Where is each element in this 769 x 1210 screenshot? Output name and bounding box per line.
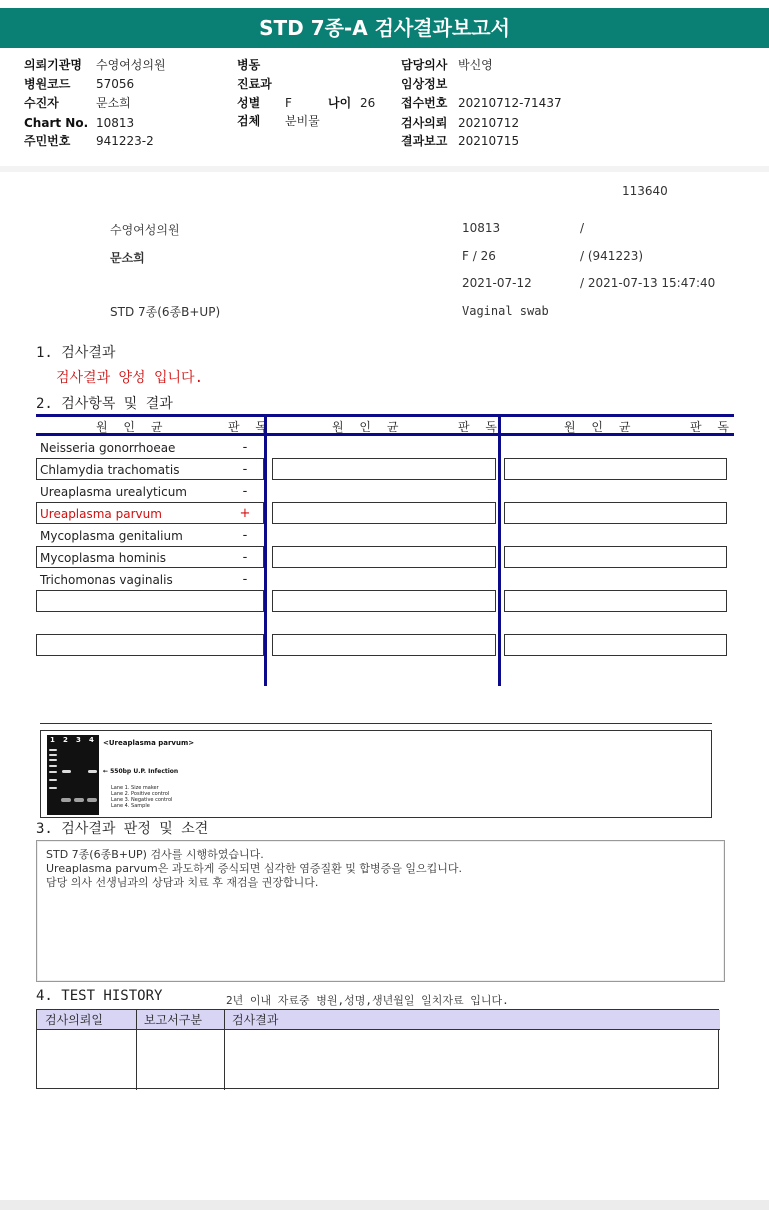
row-result-7: -	[242, 572, 248, 587]
section-3-title: 3. 검사결과 판정 및 소견	[36, 821, 209, 837]
cell-box	[504, 590, 727, 612]
label-specimen: 검체	[237, 114, 261, 128]
gel-band	[49, 771, 57, 773]
gel-band	[49, 759, 57, 761]
section-1-title: 1. 검사결과	[36, 345, 116, 361]
info-test: STD 7종(6종B+UP)	[110, 305, 221, 319]
gel-band	[74, 798, 84, 802]
gel-legend-item: Lane 3. Negative control	[111, 797, 173, 803]
gel-band	[49, 749, 57, 751]
header-info	[0, 56, 769, 166]
opinion-box	[36, 840, 725, 982]
cell-box	[36, 634, 264, 656]
label-department: 진료과	[237, 77, 272, 91]
opinion-line-3: 담당 의사 선생님과의 상담과 치료 후 재검을 권장합니다.	[46, 876, 319, 889]
row-result-2: -	[242, 462, 248, 477]
cell-box	[504, 502, 727, 524]
gel-band	[49, 779, 57, 781]
cell-box	[272, 458, 496, 480]
value-age: 26	[360, 96, 376, 110]
gel-band	[88, 770, 97, 773]
gel-legend-item: Lane 2. Positive control	[111, 791, 170, 797]
gel-electrophoresis-image	[47, 735, 99, 815]
cell-box	[36, 546, 264, 568]
label-age: 나이	[328, 96, 352, 110]
cell-box	[504, 634, 727, 656]
value-specimen: 분비물	[285, 114, 320, 128]
section-2-title: 2. 검사항목 및 결과	[36, 396, 173, 412]
value-chart-no: 10813	[96, 116, 135, 130]
table-divider-2	[498, 414, 501, 686]
col-header-pathogen-3: 원 인 균	[564, 420, 637, 434]
gel-title: <Ureaplasma parvum>	[103, 739, 195, 747]
cell-box	[272, 502, 496, 524]
label-patient: 수진자	[24, 96, 59, 110]
row-pathogen-5: Mycoplasma genitalium	[40, 529, 183, 543]
cell-box	[36, 502, 264, 524]
label-hospital-code: 병원코드	[24, 77, 71, 91]
label-clinical-info: 임상정보	[401, 77, 448, 91]
history-divider-1	[136, 1010, 137, 1090]
row-pathogen-1: Neisseria gonorrhoeae	[40, 441, 176, 455]
label-report-date: 결과보고	[401, 134, 448, 148]
gel-band	[49, 754, 57, 756]
row-pathogen-7: Trichomonas vaginalis	[40, 573, 173, 587]
cell-box	[272, 634, 496, 656]
history-divider-2	[224, 1010, 225, 1090]
label-request-date: 검사의뢰	[401, 116, 448, 130]
result-summary: 검사결과 양성 입니다.	[56, 370, 204, 386]
history-table	[36, 1009, 719, 1089]
image-top-line	[40, 723, 712, 724]
value-patient: 문소희	[96, 96, 131, 110]
row-pathogen-2: Chlamydia trachomatis	[40, 463, 180, 477]
history-note: 2년 이내 자료중 병원,성명,생년월일 일치자료 입니다.	[226, 994, 509, 1007]
history-col-request-date: 검사의뢰일	[45, 1013, 103, 1027]
gel-band	[62, 770, 71, 773]
row-result-1: -	[242, 440, 248, 455]
col-header-result-2: 판 독	[458, 420, 503, 434]
row-result-3: -	[242, 484, 248, 499]
label-resident-no: 주민번호	[24, 134, 71, 148]
label-sex: 성별	[237, 96, 261, 110]
label-institution: 의뢰기관명	[24, 58, 82, 72]
info-chart: 10813	[462, 221, 501, 235]
label-ward: 병동	[237, 58, 261, 72]
label-chart-no: Chart No.	[24, 116, 89, 130]
gel-band	[49, 787, 57, 789]
row-result-6: -	[242, 550, 248, 565]
page-footer-bar	[0, 1200, 769, 1210]
section-4-title: 4. TEST HISTORY	[36, 988, 163, 1004]
lane-number-4: 4	[89, 736, 94, 744]
label-receipt-no: 접수번호	[401, 96, 448, 110]
value-report-date: 20210715	[458, 134, 520, 148]
gel-image-frame	[40, 730, 712, 818]
value-resident-no: 941223-2	[96, 134, 154, 148]
results-table	[36, 414, 734, 686]
info-clinic: 수영여성의원	[110, 223, 180, 237]
info-date2: / 2021-07-13 15:47:40	[580, 276, 716, 290]
header-divider	[0, 166, 769, 172]
info-date1: 2021-07-12	[462, 276, 532, 290]
cell-box	[504, 546, 727, 568]
col-header-result-3: 판 독	[690, 420, 735, 434]
row-pathogen-4: Ureaplasma parvum	[40, 507, 162, 521]
lane-number-2: 2	[63, 736, 68, 744]
value-hospital-code: 57056	[96, 77, 135, 91]
gel-arrow-label: ← 550bp U.P. Infection	[103, 768, 179, 775]
info-id: / (941223)	[580, 249, 644, 263]
value-receipt-no: 20210712-71437	[458, 96, 562, 110]
row-pathogen-3: Ureaplasma urealyticum	[40, 485, 187, 499]
gel-band	[87, 798, 97, 802]
row-result-5: -	[242, 528, 248, 543]
row-result-4: +	[239, 506, 251, 521]
cell-box	[36, 458, 264, 480]
gel-legend	[111, 785, 172, 809]
cell-box	[36, 590, 264, 612]
col-header-pathogen-2: 원 인 균	[332, 420, 405, 434]
opinion-line-1: STD 7종(6종B+UP) 검사를 시행하였습니다.	[46, 848, 264, 861]
value-institution: 수영여성의원	[96, 58, 166, 72]
info-sex-age: F / 26	[462, 249, 496, 263]
cell-box	[504, 458, 727, 480]
history-col-report-type: 보고서구분	[144, 1013, 202, 1027]
info-name: 문소희	[110, 251, 145, 265]
history-col-result: 검사결과	[232, 1013, 279, 1027]
cell-box	[272, 546, 496, 568]
value-request-date: 20210712	[458, 116, 520, 130]
col-header-result-1: 판 독	[228, 420, 273, 434]
value-doctor: 박신영	[458, 58, 493, 72]
gel-band	[49, 765, 57, 767]
gel-band	[61, 798, 71, 802]
lane-number-1: 1	[50, 736, 55, 744]
gel-legend-item: Lane 1. Size maker	[111, 785, 159, 791]
lane-number-3: 3	[76, 736, 81, 744]
row-pathogen-6: Mycoplasma hominis	[40, 551, 166, 565]
report-title: STD 7종-A 검사결과보고서	[0, 8, 769, 48]
table-divider-1	[264, 414, 267, 686]
label-doctor: 담당의사	[401, 58, 448, 72]
value-sex: F	[285, 96, 292, 110]
table-top-line	[36, 414, 734, 417]
info-slash: /	[580, 221, 585, 235]
gel-legend-item: Lane 4. Sample	[111, 803, 150, 809]
info-specimen: Vaginal swab	[462, 304, 549, 318]
col-header-pathogen-1: 원 인 균	[96, 420, 169, 434]
report-code: 113640	[622, 184, 668, 198]
cell-box	[272, 590, 496, 612]
opinion-line-2: Ureaplasma parvum은 과도하게 증식되면 심각한 염증질환 및 합병증을 일으킵니다.	[46, 862, 462, 875]
